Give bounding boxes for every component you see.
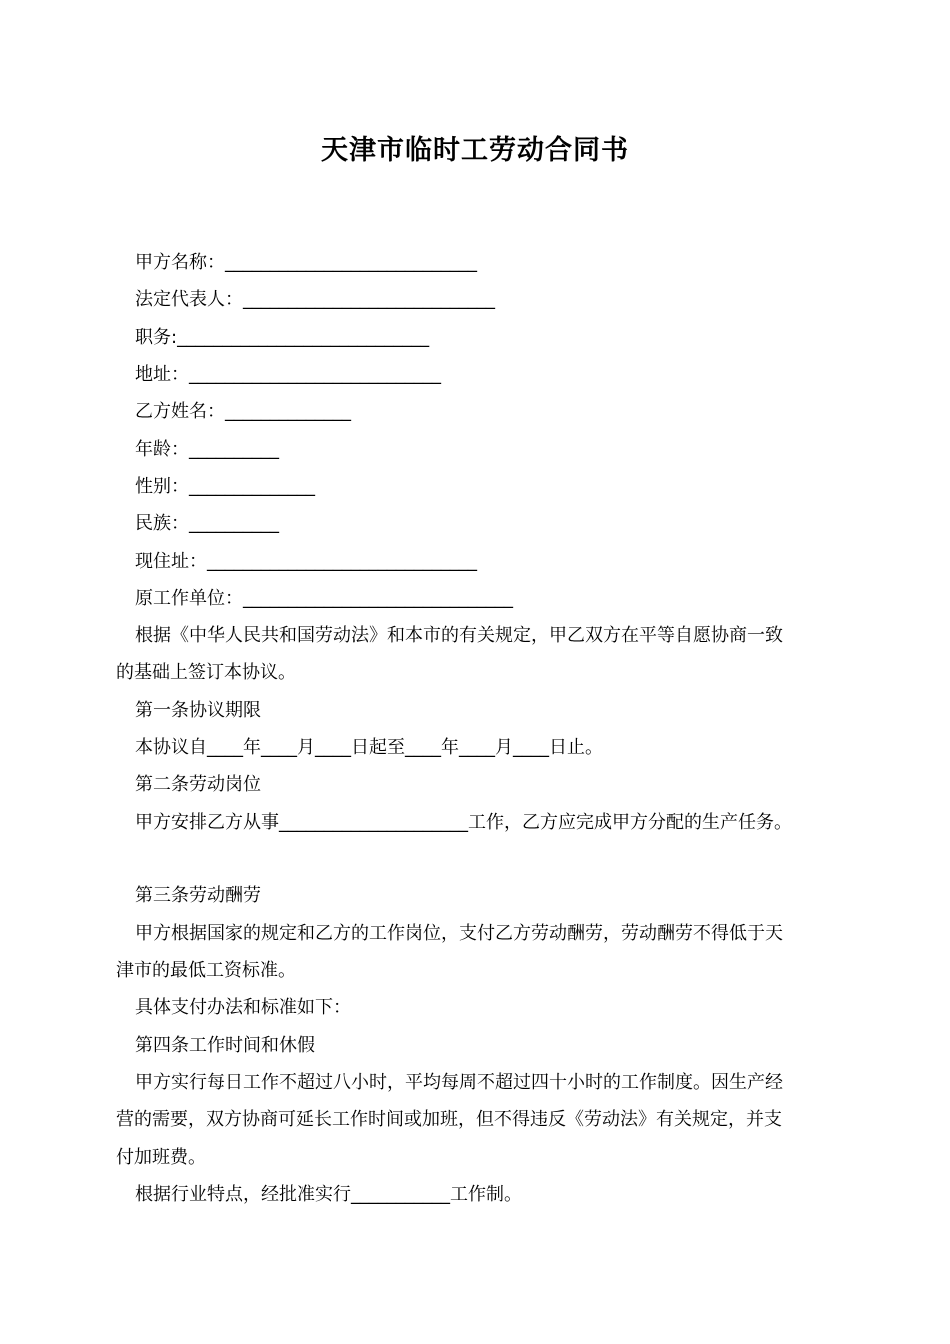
article-4-text-line-3: 付加班费。 [116, 1147, 206, 1168]
document-title: 天津市临时工劳动合同书 [321, 135, 629, 166]
former-employer-field: 原工作单位：______________________________ [135, 588, 513, 609]
address-field: 地址：____________________________ [135, 364, 441, 385]
party-b-name-field: 乙方姓名：______________ [135, 401, 351, 422]
article-4-heading: 第四条工作时间和休假 [135, 1035, 315, 1056]
position-field: 职务:____________________________ [135, 327, 430, 348]
article-1-heading: 第一条协议期限 [135, 700, 261, 721]
article-3-payment-line: 具体支付办法和标准如下： [135, 997, 351, 1018]
article-2-text: 甲方安排乙方从事_____________________工作，乙方应完成甲方分配的生产任务。 [135, 812, 792, 833]
article-4-text-line-1: 甲方实行每日工作不超过八小时，平均每周不超过四十小时的工作制度。因生产经 [135, 1072, 783, 1093]
intro-paragraph-line-1: 根据《中华人民共和国劳动法》和本市的有关规定，甲乙双方在平等自愿协商一致 [135, 625, 783, 646]
gender-field: 性别：______________ [135, 476, 315, 497]
article-3-text-line-2: 津市的最低工资标准。 [116, 960, 296, 981]
article-3-text-line-1: 甲方根据国家的规定和乙方的工作岗位，支付乙方劳动酬劳，劳动酬劳不得低于天 [135, 923, 783, 944]
article-1-text: 本协议自____年____月____日起至____年____月____日止。 [135, 737, 603, 758]
article-2-heading: 第二条劳动岗位 [135, 774, 261, 795]
article-3-heading: 第三条劳动酬劳 [135, 885, 261, 906]
party-a-name-field: 甲方名称：____________________________ [135, 252, 477, 273]
article-4-text-line-2: 营的需要，双方协商可延长工作时间或加班，但不得违反《劳动法》有关规定，并支 [116, 1109, 782, 1130]
legal-rep-field: 法定代表人：____________________________ [135, 289, 495, 310]
intro-paragraph-line-2: 的基础上签订本协议。 [116, 662, 296, 683]
current-address-field: 现住址：______________________________ [135, 551, 477, 572]
age-field: 年龄：__________ [135, 439, 279, 460]
article-4-special-line: 根据行业特点，经批准实行___________工作制。 [135, 1184, 522, 1205]
ethnicity-field: 民族：__________ [135, 513, 279, 534]
